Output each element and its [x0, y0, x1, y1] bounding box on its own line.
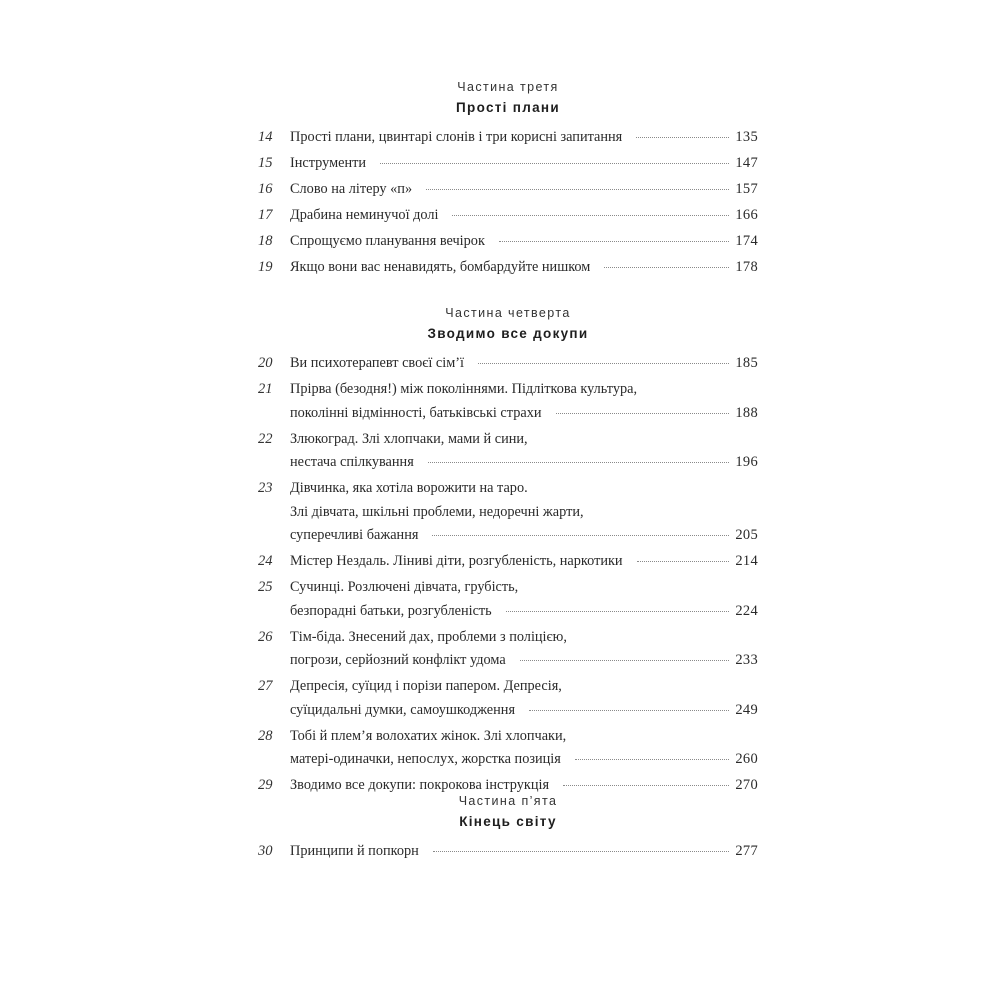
chapter-title-line: Тім-біда. Знесений дах, проблеми з поліцією, [290, 628, 567, 645]
toc-entry[interactable] [258, 626, 758, 673]
toc-entry[interactable] [258, 725, 758, 772]
dot-leader [556, 413, 730, 414]
dot-leader [426, 189, 729, 190]
chapter-number: 25 [258, 579, 273, 595]
toc-entry[interactable] [258, 204, 758, 228]
dot-leader [636, 137, 729, 138]
chapter-number: 28 [258, 727, 273, 744]
page-number: 196 [735, 454, 758, 470]
chapter-title-line: Прірва (безодня!) між поколіннями. Підліткова культура, [290, 381, 638, 397]
dot-leader [428, 462, 730, 463]
dot-leader [433, 851, 730, 852]
dot-leader [563, 785, 729, 786]
part-label: Частина четверта [445, 306, 571, 320]
toc-entry[interactable] [258, 550, 758, 574]
chapter-title: Спрощуємо планування вечірок [290, 233, 485, 249]
chapter-title-line: Тобі й плем’я волохатих жінок. Злі хлопчаки, [290, 727, 567, 744]
toc-entry[interactable] [258, 477, 758, 548]
chapter-title: Інструменти [290, 155, 367, 171]
page-number: 233 [735, 652, 758, 668]
dot-leader [452, 215, 729, 216]
toc-entry[interactable] [258, 428, 758, 475]
page-number: 135 [735, 129, 758, 145]
chapter-title: суїцидальні думки, самоушкодження [290, 701, 516, 718]
dot-leader [506, 611, 730, 612]
toc-entry[interactable] [258, 352, 758, 376]
chapter-title: поколінні відмінності, батьківські страхи [290, 404, 542, 421]
dot-leader [604, 267, 729, 268]
toc-entry[interactable] [258, 178, 758, 202]
dot-leader [575, 759, 729, 760]
chapter-number: 17 [258, 207, 273, 223]
part-label: Частина п’ята [458, 794, 558, 808]
dot-leader [380, 163, 729, 164]
chapter-title: погрози, серйозний конфлікт удома [290, 652, 506, 668]
part-label: Частина третя [457, 80, 559, 94]
part-title: Прості плани [456, 100, 560, 115]
toc-entry[interactable] [258, 126, 758, 150]
dot-leader [478, 363, 729, 364]
chapter-number: 22 [258, 430, 273, 447]
chapter-number: 16 [258, 181, 273, 197]
page-number: 185 [735, 355, 758, 371]
chapter-title-line: Сучинці. Розлючені дівчата, грубість, [290, 579, 519, 595]
page-number: 174 [735, 233, 758, 249]
chapter-title: матері-одиначки, непослух, жорстка позиція [290, 751, 561, 767]
page-number: 249 [735, 701, 758, 718]
chapter-number: 27 [258, 678, 273, 694]
toc-entry[interactable] [258, 576, 758, 623]
page-number: 270 [735, 777, 758, 793]
chapter-title-line: Злі дівчата, шкільні проблеми, недоречні жарти, [290, 503, 584, 520]
toc-entry[interactable] [258, 675, 758, 722]
dot-leader [529, 710, 729, 711]
page-number: 188 [735, 404, 758, 421]
chapter-title: Зводимо все докупи: покрокова інструкція [290, 777, 550, 793]
chapter-title: безпорадні батьки, розгубленість [290, 602, 492, 619]
page-number: 260 [735, 751, 758, 767]
part-title: Зводимо все докупи [427, 326, 589, 341]
chapter-number: 26 [258, 628, 273, 645]
chapter-title: Прості плани, цвинтарі слонів і три корисні запитання [290, 129, 623, 145]
page-number: 178 [735, 259, 758, 275]
page-number: 224 [735, 602, 758, 619]
page-number: 205 [735, 527, 758, 543]
chapter-title: Якщо вони вас ненавидять, бомбардуйте нишком [290, 259, 591, 275]
chapter-title: Слово на літеру «п» [290, 181, 413, 197]
toc-entry[interactable] [258, 152, 758, 176]
dot-leader [432, 535, 729, 536]
chapter-title: нестача спілкування [290, 454, 414, 470]
chapter-number: 18 [258, 233, 273, 249]
chapter-title: Ви психотерапевт своєї сім’ї [290, 355, 465, 371]
chapter-title: суперечливі бажання [290, 527, 419, 543]
chapter-number: 15 [258, 155, 273, 171]
toc-entry[interactable] [258, 378, 758, 425]
toc-entry[interactable] [258, 840, 758, 864]
chapter-title-line: Депресія, суїцид і порізи папером. Депресія, [290, 678, 562, 694]
chapter-number: 24 [258, 553, 273, 569]
page-number: 166 [735, 207, 758, 223]
part-five [258, 793, 758, 864]
chapter-number: 20 [258, 355, 273, 371]
chapter-title-line: Злюкоград. Злі хлопчаки, мами й сини, [290, 430, 528, 447]
chapter-number: 14 [258, 129, 273, 145]
page-number: 214 [735, 553, 758, 569]
chapter-title: Принципи й попкорн [290, 843, 419, 859]
chapter-number: 30 [258, 843, 273, 859]
part-three [258, 79, 758, 280]
page-number: 147 [735, 155, 758, 171]
page-number: 157 [735, 181, 758, 197]
chapter-number: 23 [258, 480, 273, 496]
chapter-number: 29 [258, 777, 273, 793]
chapter-title: Драбина неминучої долі [290, 207, 439, 223]
dot-leader [637, 561, 730, 562]
dot-leader [499, 241, 729, 242]
chapter-title-line: Дівчинка, яка хотіла ворожити на таро. [290, 480, 528, 496]
toc-entry[interactable] [258, 230, 758, 254]
part-title: Кінець світу [459, 814, 557, 829]
page-number: 277 [735, 843, 758, 859]
chapter-number: 21 [258, 381, 273, 397]
toc-entry[interactable] [258, 256, 758, 280]
part-four [258, 305, 758, 798]
chapter-title: Містер Нездаль. Ліниві діти, розгубленість, наркотики [290, 553, 623, 569]
dot-leader [520, 660, 730, 661]
chapter-number: 19 [258, 259, 273, 275]
